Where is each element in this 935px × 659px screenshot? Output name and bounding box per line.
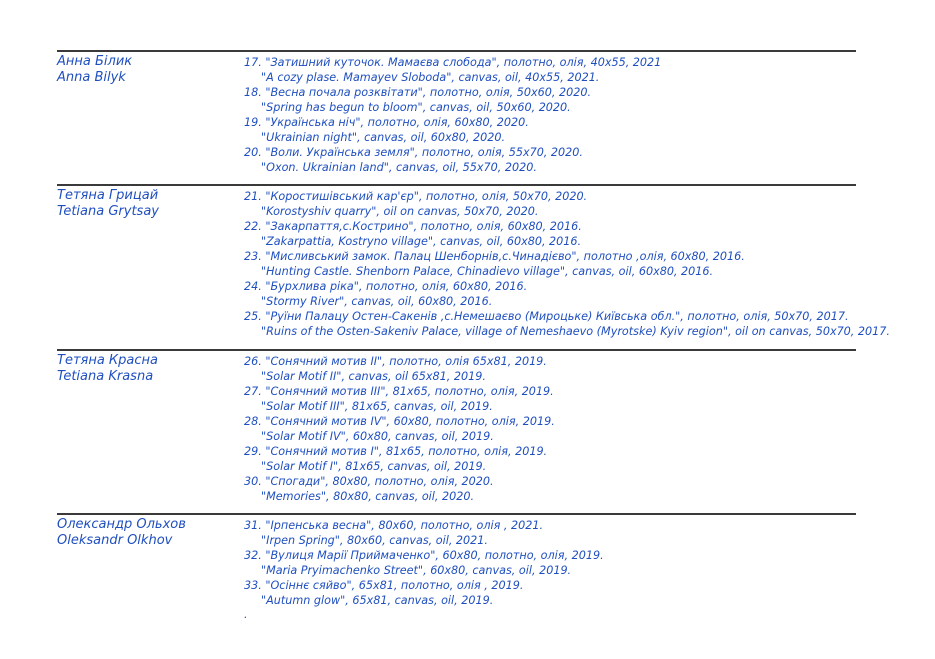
- work-title-en: "Solar Motif I", 81x65, canvas, oil, 2019.: [261, 460, 487, 473]
- section-divider: [57, 513, 856, 515]
- artist-name-en: Anna Bilyk: [57, 70, 126, 85]
- work-title-ua: 25. "Руїни Палацу Остен-Сакенів ,с.Немешаєво (Мироцьке) Київська обл.", полотно, олія, 50x70, 2017.: [244, 310, 849, 323]
- work-title-en: "Korostyshiv quarry", oil on canvas, 50x70, 2020.: [261, 205, 539, 218]
- artist-name-ua: Анна Білик: [57, 54, 133, 69]
- work-title-ua: 21. "Коростишівський кар'єр", полотно, олія, 50x70, 2020.: [244, 190, 588, 203]
- work-title-ua: 17. "Затишний куточок. Мамаєва слобода", полотно, олія, 40x55, 2021: [244, 56, 662, 69]
- work-title-en: "Solar Motif IV", 60x80, canvas, oil, 2019.: [261, 430, 494, 443]
- work-title-en: "Ruins of the Osten-Sakeniv Palace, village of Nemeshaevo (Myrotske) Kyiv region", oil on canvas, 50x70, 2017.: [261, 325, 890, 338]
- work-title-en: "Spring has begun to bloom", canvas, oil, 50x60, 2020.: [261, 101, 571, 114]
- work-title-ua: 32. "Вулиця Марії Приймаченко", 60x80, полотно, олія, 2019.: [244, 549, 604, 562]
- work-title-ua: 29. "Сонячний мотив І", 81x65, полотно, олія, 2019.: [244, 445, 548, 458]
- artist-name-en: Tetiana Krasna: [57, 369, 154, 384]
- artist-name-en: Oleksandr Olkhov: [57, 533, 173, 548]
- section-divider: [57, 50, 856, 52]
- work-title-en: "Oxon. Ukrainian land", canvas, oil, 55x70, 2020.: [261, 161, 537, 174]
- artist-name: [57, 188, 159, 220]
- works-list: [244, 518, 604, 608]
- work-title-en: "Solar Motif III", 81x65, canvas, oil, 2019.: [261, 400, 493, 413]
- work-title-en: "Hunting Castle. Shenborn Palace, Chinadievo village", canvas, oil, 60x80, 2016.: [261, 265, 714, 278]
- artist-name: [57, 517, 186, 549]
- work-title-ua: 30. "Спогади", 80x80, полотно, олія, 2020.: [244, 475, 494, 488]
- section-divider: [57, 184, 856, 186]
- work-title-ua: 19. "Українська ніч", полотно, олія, 60x80, 2020.: [244, 116, 529, 129]
- work-title-en: "Ukrainian night", canvas, oil, 60x80, 2020.: [261, 131, 506, 144]
- artist-name-ua: Олександр Ольхов: [57, 517, 186, 532]
- artist-name: [57, 353, 158, 385]
- artist-name-ua: Тетяна Грицай: [57, 188, 159, 203]
- artist-name: [57, 54, 132, 86]
- trailing-mark: .: [244, 608, 248, 621]
- work-title-en: "Solar Motif II", canvas, oil 65x81, 2019.: [261, 370, 486, 383]
- work-title-en: "Autumn glow", 65x81, canvas, oil, 2019.: [261, 594, 494, 607]
- work-title-ua: 26. "Сонячний мотив ІІ", полотно, олія 65x81, 2019.: [244, 355, 547, 368]
- work-title-en: "Stormy River", canvas, oil, 60x80, 2016.: [261, 295, 493, 308]
- works-list: [244, 55, 661, 175]
- works-list: [244, 189, 890, 339]
- work-title-en: "A cozy plase. Mamayev Sloboda", canvas, oil, 40x55, 2021.: [261, 71, 600, 84]
- work-title-ua: 31. "Ірпенська весна", 80x60, полотно, олія , 2021.: [244, 519, 544, 532]
- work-title-ua: 23. "Мисливський замок. Палац Шенборнів,с.Чинадієво", полотно ,олія, 60x80, 2016.: [244, 250, 745, 263]
- artist-name-en: Tetiana Grytsay: [57, 204, 159, 219]
- work-title-ua: 27. "Сонячний мотив ІІІ", 81x65, полотно, олія, 2019.: [244, 385, 554, 398]
- work-title-ua: 22. "Закарпаття,с.Кострино", полотно, олія, 60x80, 2016.: [244, 220, 582, 233]
- work-title-en: "Irpen Spring", 80x60, canvas, oil, 2021.: [261, 534, 488, 547]
- works-list: [244, 354, 555, 504]
- work-title-ua: 28. "Сонячний мотив IV", 60x80, полотно, олія, 2019.: [244, 415, 555, 428]
- artist-name-ua: Тетяна Красна: [57, 353, 158, 368]
- work-title-en: "Zakarpattia, Kostryno village", canvas, oil, 60x80, 2016.: [261, 235, 582, 248]
- work-title-en: "Maria Pryimachenko Street", 60x80, canvas, oil, 2019.: [261, 564, 572, 577]
- work-title-ua: 33. "Осіннє сяйво", 65x81, полотно, олія , 2019.: [244, 579, 524, 592]
- section-divider: [57, 349, 856, 351]
- work-title-ua: 24. "Бурхлива ріка", полотно, олія, 60x80, 2016.: [244, 280, 528, 293]
- work-title-en: "Memories", 80x80, canvas, oil, 2020.: [261, 490, 475, 503]
- work-title-ua: 18. "Весна почала розквітати", полотно, олія, 50x60, 2020.: [244, 86, 592, 99]
- work-title-ua: 20. "Воли. Українська земля", полотно, олія, 55x70, 2020.: [244, 146, 583, 159]
